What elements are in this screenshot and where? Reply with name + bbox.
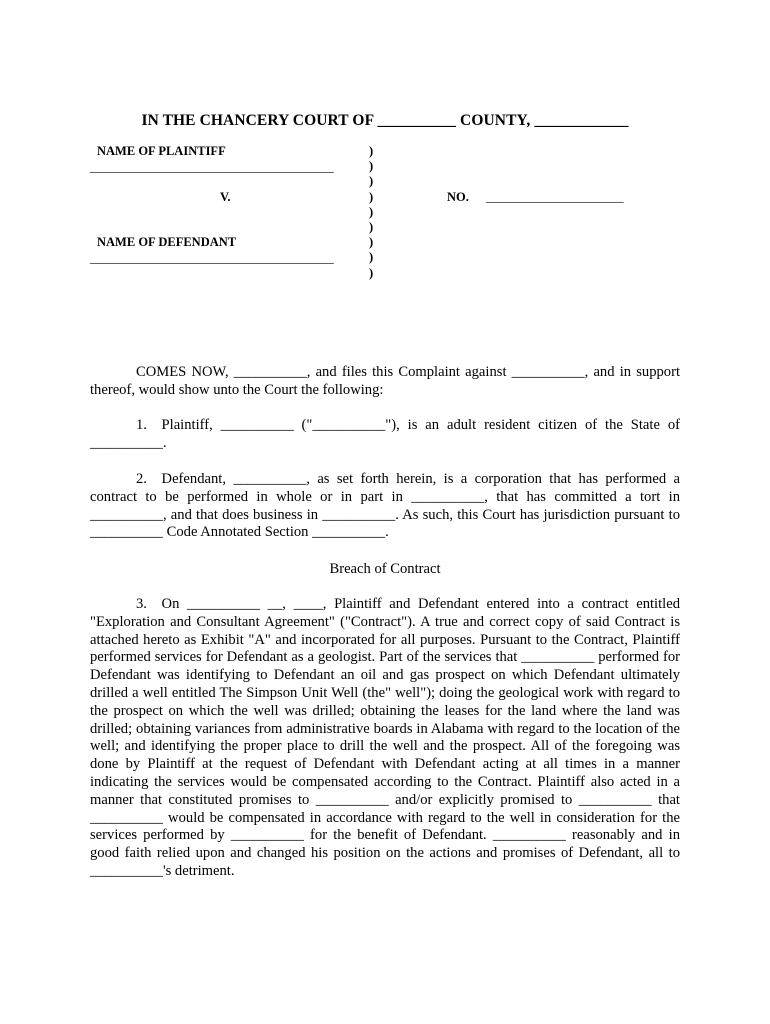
caption-paren: ) [369,265,374,280]
court-title: IN THE CHANCERY COURT OF __________ COUNTY, ____________ [141,112,629,129]
caption-paren: ) [369,250,374,265]
defendant-label: NAME OF DEFENDANT [97,235,237,249]
case-number-line: ______________________ [486,190,624,204]
caption-paren: ) [369,189,374,204]
caption-paren: ) [369,174,374,189]
intro-paragraph: COMES NOW, __________, and files this Complaint against __________, and in support thereof, would show unto the Court the following: [90,364,680,398]
caption-paren: ) [369,235,374,250]
versus-label: V. [220,190,231,204]
caption-parentheses [369,144,383,281]
plaintiff-label: NAME OF PLAINTIFF [97,144,226,158]
caption-paren: ) [369,204,374,219]
plaintiff-name-line: _______________________________________ [90,160,334,174]
paragraph-1: 1. Plaintiff, __________ ("__________"), is an adult resident citizen of the State of __________. [90,417,680,451]
section-heading: Breach of Contract [329,561,441,577]
paragraph-2: 2. Defendant, __________, as set forth herein, is a corporation that has performed a contract to be performed in whole or in part in __________, that has committed a tort in __________, and that does business in __________. As such, this Court has jurisdiction pursuant to __________ Code Annotated Section __________. [90,471,680,541]
caption-paren: ) [369,144,374,158]
paragraph-3: 3. On __________ __, ____, Plaintiff and Defendant entered into a contract entitled "Exploration and Consultant Agreement" ("Contract"). A true and correct copy of said Contract is attached hereto as Exhibit "A" and incorporated for all purposes. Pursuant to the Contract, Plaintiff performed services for Defendant as a geologist. Part of the services that __________ performed for Defendant was identifying to Defendant an oil and gas prospect on which Defendant ultimately drilled a well entitled The Simpson Unit Well (the" well"); doing the geological work with regard to the prospect on which the well was drilled; obtaining the leases for the land where the land was drilled; obtaining variances from administrative boards in Alabama with regard to the location of the well; and identifying the proper place to drill the well and the prospect. All of the foregoing was done by Plaintiff at the request of Defendant with Defendant acting at all times in a manner indicating the services would be compensated according to the Contract. Plaintiff also acted in a manner that constituted promises to __________ and/or explicitly promised to __________ that __________ would be compensated in accordance with regard to the well in consideration for the services performed by __________ for the benefit of Defendant. __________ reasonably and in good faith relied upon and changed his position on the actions and promises of Defendant, all to __________'s detriment. [90,596,680,879]
case-number-label: NO. [447,190,469,204]
defendant-name-line: _______________________________________ [90,251,334,265]
caption-paren: ) [369,219,374,234]
caption-paren: ) [369,159,374,174]
